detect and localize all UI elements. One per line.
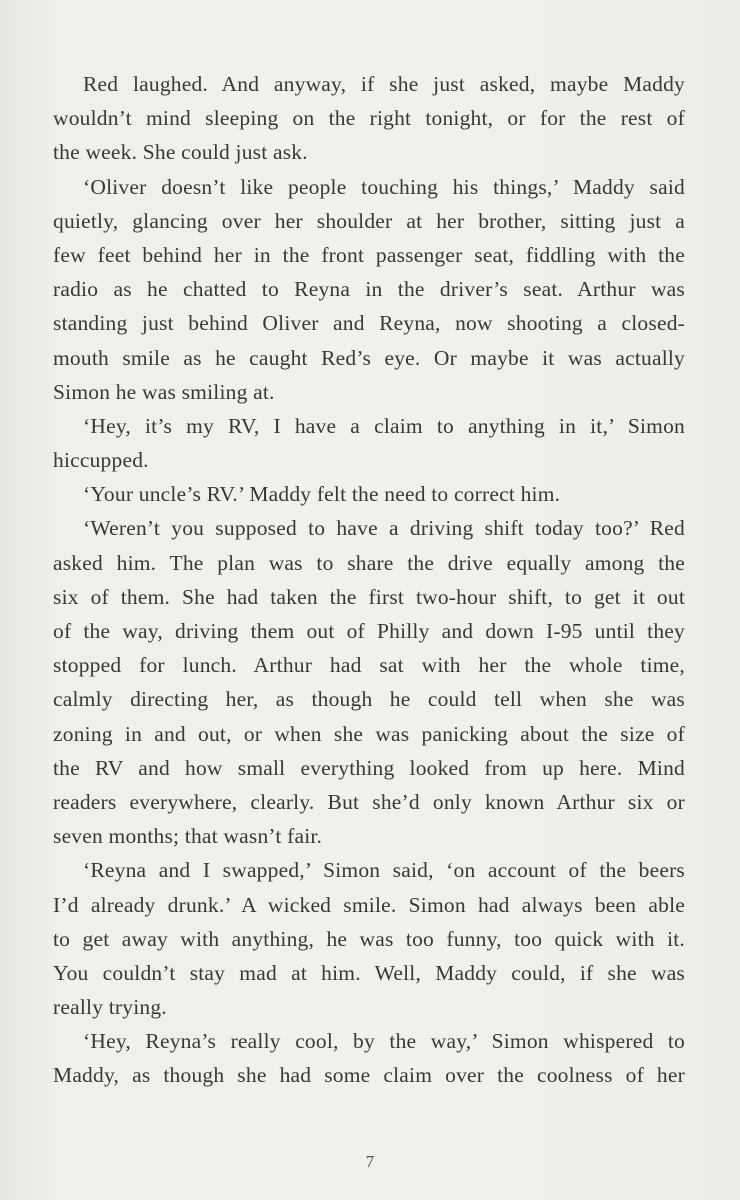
text-line: the RV and how small everything looked from up here. Mind <box>53 755 685 780</box>
text-line: mouth smile as he caught Red’s eye. Or maybe it was actually <box>53 345 685 370</box>
text-line: stopped for lunch. Arthur had sat with her the whole time, <box>53 653 685 678</box>
text-line: ‘Your uncle’s RV.’ Maddy felt the need to correct him. <box>83 482 561 507</box>
text-line: few feet behind her in the front passenger seat, fiddling with the <box>53 242 685 267</box>
body-text <box>53 67 685 1093</box>
text-line: really trying. <box>53 995 167 1020</box>
text-line: hiccupped. <box>53 448 149 473</box>
text-line: radio as he chatted to Reyna in the driver’s seat. Arthur was <box>53 277 685 302</box>
text-line: ‘Hey, Reyna’s really cool, by the way,’ Simon whispered to <box>83 1029 685 1054</box>
text-line: Simon he was smiling at. <box>53 379 275 404</box>
text-line: ‘Weren’t you supposed to have a driving shift today too?’ Red <box>83 516 685 541</box>
text-line: zoning in and out, or when she was panicking about the size of <box>53 721 685 746</box>
text-line: to get away with anything, he was too funny, too quick with it. <box>53 926 685 951</box>
text-line: ‘Hey, it’s my RV, I have a claim to anything in it,’ Simon <box>83 413 685 438</box>
text-line: wouldn’t mind sleeping on the right tonight, or for the rest of <box>53 106 685 131</box>
text-line: Red laughed. And anyway, if she just asked, maybe Maddy <box>83 72 685 96</box>
text-line: I’d already drunk.’ A wicked smile. Simon had always been able <box>53 892 685 917</box>
text-line: six of them. She had taken the first two-hour shift, to get it out <box>53 584 685 609</box>
text-line: seven months; that wasn’t fair. <box>53 824 323 849</box>
text-line: quietly, glancing over her shoulder at her brother, sitting just a <box>53 208 685 233</box>
text-line: standing just behind Oliver and Reyna, now shooting a closed- <box>53 311 685 336</box>
text-line: of the way, driving them out of Philly and down I-95 until they <box>53 619 685 643</box>
text-line: asked him. The plan was to share the drive equally among the <box>53 550 685 575</box>
page-number: 7 <box>365 1152 375 1171</box>
text-line: readers everywhere, clearly. But she’d only known Arthur six or <box>53 789 685 814</box>
text-line: Maddy, as though she had some claim over the coolness of her <box>53 1063 685 1088</box>
text-line: ‘Oliver doesn’t like people touching his things,’ Maddy said <box>83 174 685 199</box>
text-line: calmly directing her, as though he could tell when she was <box>53 687 685 712</box>
text-line: You couldn’t stay mad at him. Well, Maddy could, if she was <box>53 960 685 985</box>
text-line: the week. She could just ask. <box>53 140 308 165</box>
text-line: ‘Reyna and I swapped,’ Simon said, ‘on account of the beers <box>83 858 685 883</box>
